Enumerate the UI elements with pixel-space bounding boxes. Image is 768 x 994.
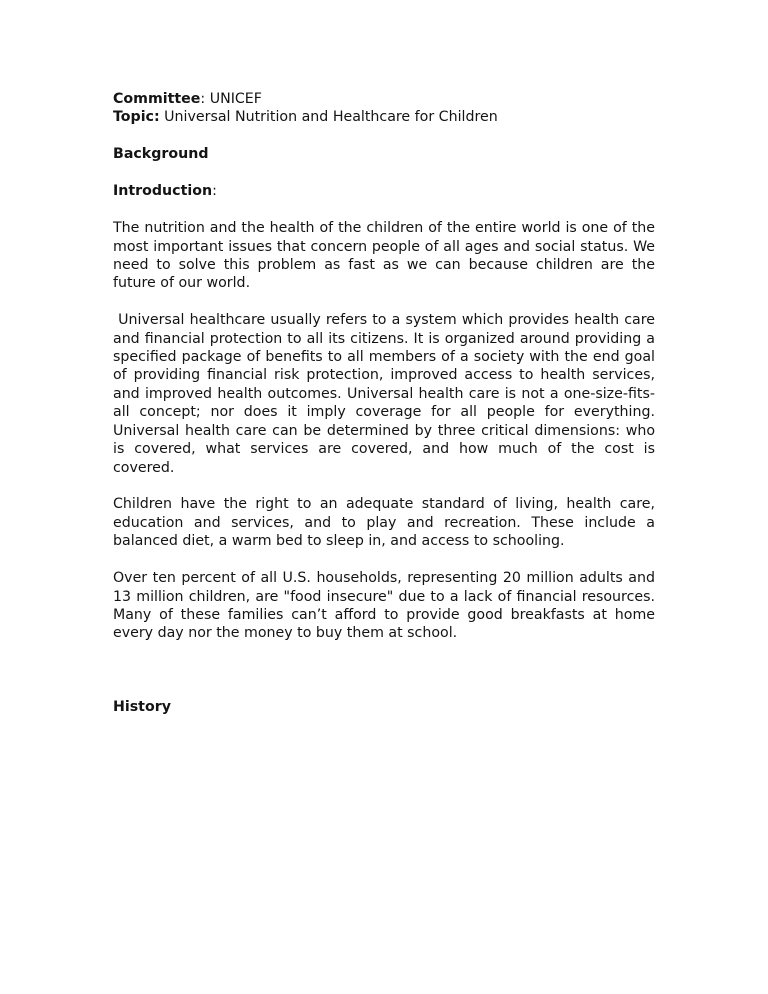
topic-label: Topic: xyxy=(113,109,160,126)
committee-line xyxy=(113,90,655,108)
topic-value: Universal Nutrition and Healthcare for Children xyxy=(164,109,498,126)
committee-label: Committee xyxy=(113,91,201,107)
background-heading: Background xyxy=(113,146,209,163)
committee-value: UNICEF xyxy=(209,91,262,107)
paragraph-food-insecurity: Over ten percent of all U.S. households, representing 20 million adults and 13 million children, are "food insecure" due to a lack of financial resources. Many of these families can’t afford to provide good breakfasts at home every day nor the money to buy them at school. xyxy=(113,570,655,642)
introduction-heading-line xyxy=(113,182,655,200)
introduction-colon: : xyxy=(212,183,217,200)
history-heading: History xyxy=(113,698,171,715)
paragraph-intro: The nutrition and the health of the children of the entire world is one of the most important issues that concern people of all ages and social status. We need to solve this problem as fast as we can because children are the future of our world. xyxy=(113,220,655,292)
introduction-heading: Introduction xyxy=(113,183,213,200)
paragraph-universal-healthcare: Universal healthcare usually refers to a system which provides health care and financial protection to all its citizens. It is organized around providing a specified package of benefits to all members of a society with the end goal of providing financial risk protection, improved access to health services, and improved health outcomes. Universal health care is not a one-size-fits-all concept; nor does it imply coverage for all people for everything. Universal health care can be determined by three critical dimensions: who is covered, what services are covered, and how much of the cost is covered. xyxy=(113,312,655,476)
document-page xyxy=(113,90,655,716)
topic-line xyxy=(113,108,655,126)
committee-colon: : xyxy=(200,91,210,107)
paragraph-children-rights: Children have the right to an adequate standard of living, health care, education and services, and to play and recreation. These include a balanced diet, a warm bed to sleep in, and access to schooling. xyxy=(113,496,655,550)
